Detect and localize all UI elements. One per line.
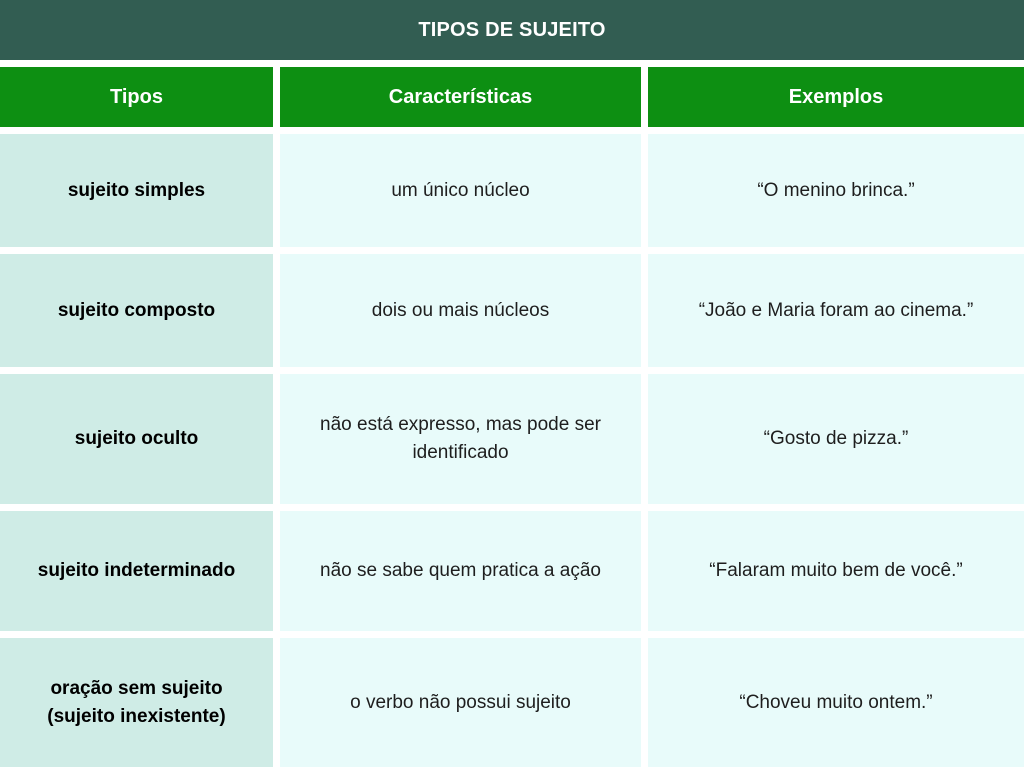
row-4-caracteristica: não se sabe quem pratica a ação	[280, 511, 641, 631]
row-2-caracteristica: dois ou mais núcleos	[280, 254, 641, 367]
row-3-exemplo: “Gosto de pizza.”	[648, 374, 1024, 504]
row-1-tipo: sujeito simples	[0, 134, 273, 247]
row-5-exemplo: “Choveu muito ontem.”	[648, 638, 1024, 767]
table-title: TIPOS DE SUJEITO	[0, 0, 1024, 60]
row-4-exemplo: “Falaram muito bem de você.”	[648, 511, 1024, 631]
row-2-tipo: sujeito composto	[0, 254, 273, 367]
row-5-tipo: oração sem sujeito (sujeito inexistente)	[0, 638, 273, 767]
row-1-exemplo: “O menino brinca.”	[648, 134, 1024, 247]
row-3-tipo: sujeito oculto	[0, 374, 273, 504]
row-3-caracteristica: não está expresso, mas pode ser identificado	[280, 374, 641, 504]
header-tipos: Tipos	[0, 67, 273, 127]
row-1-caracteristica: um único núcleo	[280, 134, 641, 247]
row-2-exemplo: “João e Maria foram ao cinema.”	[648, 254, 1024, 367]
row-5-caracteristica: o verbo não possui sujeito	[280, 638, 641, 767]
row-4-tipo: sujeito indeterminado	[0, 511, 273, 631]
header-exemplos: Exemplos	[648, 67, 1024, 127]
header-caracteristicas: Características	[280, 67, 641, 127]
